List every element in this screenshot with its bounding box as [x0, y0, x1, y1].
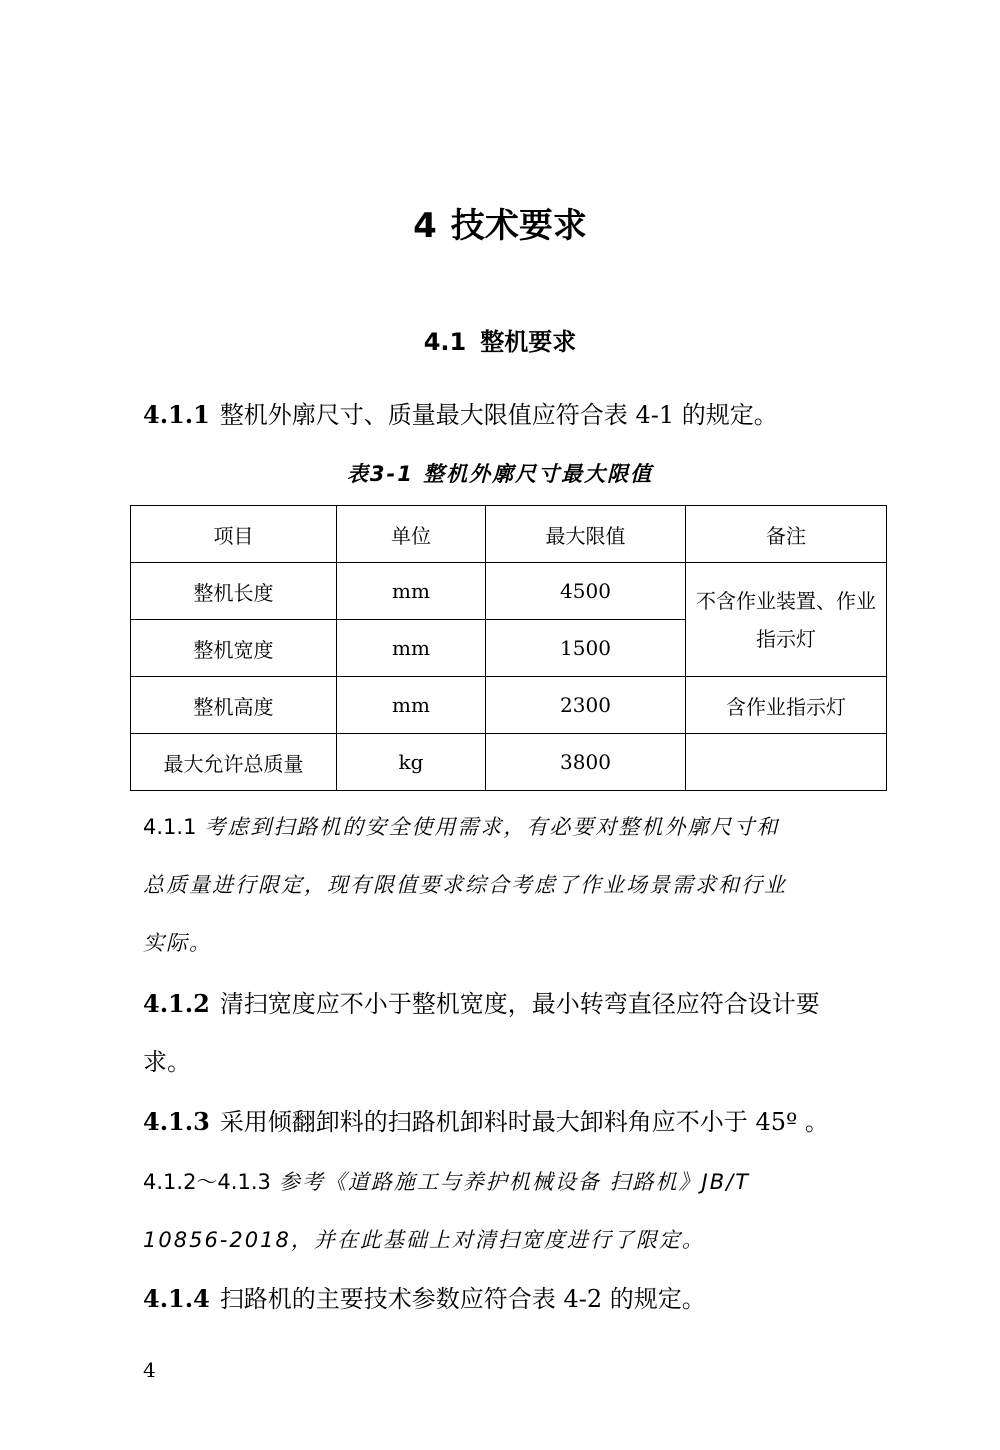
clause-number: 4.1.4 [143, 1284, 210, 1313]
paragraph-4-1-3 [143, 1093, 873, 1151]
header-limit: 最大限值 [486, 506, 686, 563]
clause-number: 4.1.3 [143, 1107, 210, 1136]
table-row [131, 563, 887, 620]
paragraph-4-1-2 [143, 975, 873, 1091]
cell-remark: 不含作业装置、作业指示灯 [686, 563, 887, 677]
dimension-limit-table [130, 505, 887, 791]
cell-item: 最大允许总质量 [131, 734, 337, 791]
table-header-row [131, 506, 887, 563]
chapter-number: 4 [413, 206, 437, 246]
cell-limit: 1500 [486, 620, 686, 677]
note-line [143, 798, 878, 856]
cell-limit: 4500 [486, 563, 686, 620]
cell-remark-empty [686, 734, 887, 791]
note-line: 10856-2018，并在此基础上对清扫宽度进行了限定。 [143, 1228, 705, 1252]
cell-item: 整机宽度 [131, 620, 337, 677]
section-number: 4.1 [423, 328, 467, 356]
header-item: 项目 [131, 506, 337, 563]
table-row [131, 734, 887, 791]
header-unit: 单位 [337, 506, 486, 563]
cell-unit: mm [337, 620, 486, 677]
cell-item: 整机长度 [131, 563, 337, 620]
clause-number: 4.1.2 [143, 989, 210, 1018]
note-line: 总质量进行限定，现有限值要求综合考虑了作业场景需求和行业 [143, 873, 787, 897]
note-line: 实际。 [143, 931, 212, 955]
paragraph-line [143, 975, 873, 1033]
explanation-4-1-2-to-4-1-3 [143, 1153, 878, 1269]
cell-remark: 含作业指示灯 [686, 677, 887, 734]
chapter-title [0, 198, 1000, 247]
header-remark: 备注 [686, 506, 887, 563]
paragraph-text: 扫路机的主要技术参数应符合表 4-2 的规定。 [219, 1285, 706, 1313]
cell-item: 整机高度 [131, 677, 337, 734]
explanation-4-1-1 [143, 798, 878, 972]
cell-unit: mm [337, 677, 486, 734]
paragraph-text: 采用倾翻卸料的扫路机卸料时最大卸料角应不小于 45º 。 [219, 1108, 829, 1136]
paragraph-4-1-4 [143, 1270, 873, 1328]
table-caption: 表3-1 整机外廓尺寸最大限值 [346, 462, 654, 486]
paragraph-text: 整机外廓尺寸、质量最大限值应符合表 4-1 的规定。 [219, 401, 778, 429]
paragraph-4-1-1 [143, 386, 873, 444]
cell-unit: kg [337, 734, 486, 791]
clause-number: 4.1.1 [143, 815, 197, 839]
cell-limit: 3800 [486, 734, 686, 791]
page-number: 4 [143, 1358, 156, 1382]
paragraph-line: 求。 [143, 1048, 191, 1076]
note-text: 参考《道路施工与养护机械设备 扫路机》JB/T [278, 1170, 751, 1194]
paragraph-text: 清扫宽度应不小于整机宽度，最小转弯直径应符合设计要 [219, 990, 820, 1018]
section-title [0, 322, 1000, 357]
chapter-title-text: 技术要求 [450, 206, 587, 246]
section-title-text: 整机要求 [480, 328, 577, 356]
cell-limit: 2300 [486, 677, 686, 734]
note-line [143, 1153, 878, 1211]
clause-number: 4.1.1 [143, 400, 210, 429]
table-row [131, 677, 887, 734]
note-text: 考虑到扫路机的安全使用需求，有必要对整机外廓尺寸和 [204, 815, 780, 839]
cell-unit: mm [337, 563, 486, 620]
clause-number: 4.1.2～4.1.3 [143, 1170, 271, 1194]
